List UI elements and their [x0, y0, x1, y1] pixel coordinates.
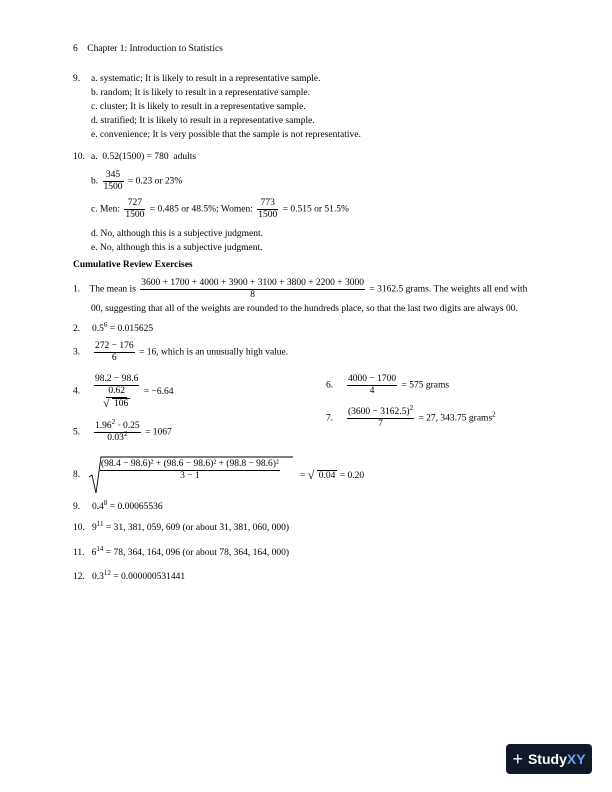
page-header	[73, 44, 223, 55]
fraction: $\frac{272 - 176}{6}$	[95, 341, 134, 363]
studyxy-logo[interactable]: + Study XY	[506, 744, 592, 774]
q10-number: 10.	[73, 152, 85, 162]
cr-q7: 7. $\frac{(3600 - 3162.5)^2}{7}$ = 27, 343.75 grams$^2$	[326, 403, 496, 429]
q9-item-d: d. stratified; It is likely to result in a representative sample.	[91, 116, 315, 126]
fraction: $\frac{1.96^2 \cdot 0.25}{0.03^2}$	[95, 417, 140, 443]
fraction: $\frac{\text{(98.4 − 98.6)² + (98.6 − 98.6)² + (98.8 − 98.6)²}}{3 - 1}$	[101, 459, 279, 481]
cr-q4: 4. 98.2 − 98.6 0.62 √ 106 = −6.64	[73, 374, 173, 410]
page-number: 6	[73, 44, 78, 54]
cr-q9: 9. $0.4^8 = 0.00065536$	[73, 498, 163, 512]
q9-item-c: c. cluster; It is likely to result in a representative sample.	[91, 102, 306, 112]
fraction: $\frac{345}{1500}$	[103, 170, 123, 192]
cr-q1: 1. The mean is $\frac{3600 + 1700 + 4000 + 3900 + 3100 + 3800 + 2200 + 3000}{8}$ = 3162.5 grams. The weights all end with	[73, 278, 528, 300]
q10-part-b: b. $\frac{345}{1500}$ = 0.23 or 23%	[91, 170, 183, 192]
cr-q11: 11. $6^{14} = 78$, 364, 164, 096 (or about 78, 364, 164, 000)	[73, 544, 289, 558]
q10-part-e: e. No, although this is a subjective judgment.	[91, 243, 263, 253]
cr-q8	[100, 459, 280, 482]
q9-number: 9.	[73, 74, 81, 84]
q10-part-c: c. Men: $\frac{727}{1500}$ = 0.485 or 48.5%; Women: $\frac{773}{1500}$ = 0.515 or 51.5%	[91, 198, 349, 220]
q9-item-e: e. convenience; It is very possible that the sample is not representative.	[91, 130, 361, 140]
q9-item-b: b. random; It is likely to result in a representative sample.	[91, 88, 310, 98]
q9-item-a: a. systematic; It is likely to result in a representative sample.	[91, 74, 321, 84]
fraction: $\frac{727}{1500}$	[125, 198, 145, 220]
fraction: $\frac{3600 + 1700 + 4000 + 3900 + 3100 + 3800 + 2200 + 3000}{8}$	[141, 278, 365, 300]
cr-q8-number: 8.	[73, 470, 81, 480]
cr-q12: 12. $0.3^{12} = 0.000000531441$	[73, 568, 186, 582]
fraction: $\frac{773}{1500}$	[258, 198, 278, 220]
sqrt-symbol: √ 0.04	[308, 470, 338, 482]
q10-part-a: a. 0.52(1500) = 780 adults	[91, 152, 197, 162]
section-heading: Cumulative Review Exercises	[73, 260, 193, 270]
cr-q10: 10. $9^{11} = 31$, 381, 059, 609 (or about 31, 381, 060, 000)	[73, 519, 290, 533]
cr-q8-result: = √ 0.04 = 0.20	[300, 470, 364, 482]
cr-q1-continuation: 00, suggesting that all of the weights are rounded to the hundreds place, so that the last two digits are always 00.	[91, 304, 518, 314]
cr-q3: 3. $\frac{272 - 176}{6}$ = 16, which is an unusually high value.	[73, 341, 289, 363]
cr-q6: 6. $\frac{4000 - 1700}{4}$ = 575 grams	[326, 374, 450, 396]
sqrt-symbol: √ 106	[103, 398, 130, 410]
fraction: $\frac{4000 - 1700}{4}$	[348, 374, 397, 396]
cr-q5: 5. $\frac{1.96^2 \cdot 0.25}{0.03^2}$ = 1067	[73, 417, 172, 443]
chapter-title: Chapter 1: Introduction to Statistics	[87, 44, 223, 54]
plus-icon: +	[512, 748, 523, 769]
q10-part-d: d. No, although this is a subjective judgment.	[91, 229, 264, 239]
fraction: 98.2 − 98.6 0.62 √ 106	[94, 374, 139, 410]
cr-q2: 2. $0.5^6 = 0.015625$	[73, 320, 154, 334]
fraction: $\frac{(3600 - 3162.5)^2}{7}$	[348, 403, 414, 429]
